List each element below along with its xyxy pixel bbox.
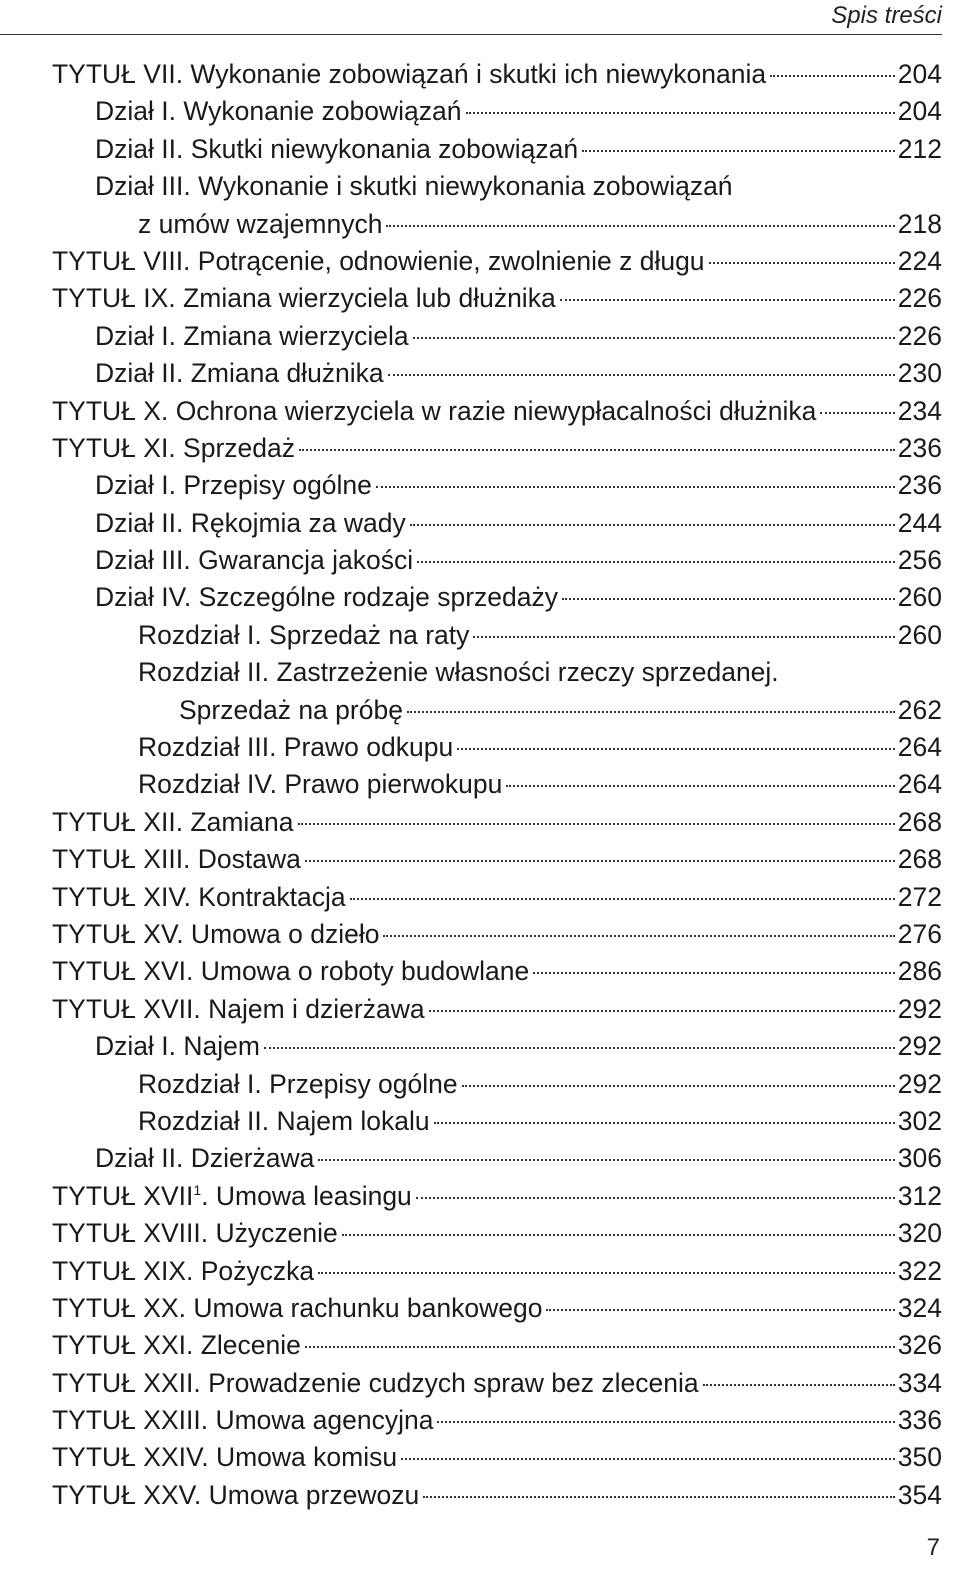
toc-entry-title	[52, 879, 346, 916]
toc-entry-title-text: TYTUŁ XII. Zamiana	[52, 806, 294, 837]
dot-leader	[462, 1085, 895, 1087]
toc-entry[interactable]	[52, 430, 942, 467]
toc-entry[interactable]	[52, 804, 942, 841]
toc-entry-page: 264	[897, 769, 942, 800]
toc-entry[interactable]	[52, 1439, 942, 1476]
toc-entry-title	[52, 1477, 419, 1514]
toc-entry-title	[95, 505, 406, 542]
dot-leader	[318, 1272, 895, 1274]
toc-entry-page: 292	[897, 1031, 942, 1062]
toc-entry-superscript: 1	[193, 1181, 202, 1198]
toc-entry-page: 260	[897, 582, 942, 613]
dot-leader	[413, 337, 895, 339]
toc-entry-title-text: TYTUŁ XVII	[52, 1180, 194, 1211]
toc-entry-title-text: TYTUŁ XIV. Kontraktacja	[52, 881, 346, 912]
toc-entry-title	[52, 430, 295, 467]
toc-entry-title-text: Rozdział II. Zastrzeżenie własności rzeczy sprzedanej.	[138, 657, 779, 688]
toc-entry[interactable]	[52, 206, 942, 243]
toc-entry-page: 204	[897, 96, 942, 127]
toc-entry-title	[52, 1402, 433, 1439]
toc-entry-page: 244	[897, 507, 942, 538]
toc-entry[interactable]	[52, 93, 942, 130]
toc-entry-page: 326	[897, 1330, 942, 1361]
dot-leader	[417, 561, 895, 563]
running-header: Spis treści	[831, 2, 942, 29]
toc-entry[interactable]	[52, 1140, 942, 1177]
toc-entry-title-text: TYTUŁ XIII. Dostawa	[52, 844, 301, 875]
toc-entry-page: 236	[897, 470, 942, 501]
toc-entry[interactable]	[52, 991, 942, 1028]
toc-entry-page: 268	[897, 844, 942, 875]
toc-entry-title	[95, 355, 384, 392]
dot-leader	[401, 1458, 895, 1460]
toc-entry[interactable]	[52, 953, 942, 990]
toc-entry[interactable]	[52, 766, 942, 803]
toc-entry[interactable]	[52, 1066, 942, 1103]
toc-entry-title	[52, 243, 705, 280]
dot-leader	[350, 898, 895, 900]
toc-entry-title-text: Rozdział IV. Prawo pierwokupu	[138, 769, 503, 800]
toc-entry-title-text: TYTUŁ XXV. Umowa przewozu	[52, 1479, 420, 1510]
toc-entry-page: 230	[897, 358, 942, 389]
toc-entry-title	[138, 206, 382, 243]
dot-leader	[457, 748, 895, 750]
toc-entry-title	[138, 1103, 430, 1140]
toc-entry-title	[52, 804, 294, 841]
toc-entry-title	[95, 168, 733, 205]
dot-leader	[770, 75, 895, 77]
toc-entry-page: 350	[897, 1442, 942, 1473]
table-of-contents	[52, 56, 942, 1514]
toc-entry-title	[95, 131, 578, 168]
toc-entry[interactable]	[52, 505, 942, 542]
dot-leader	[318, 1159, 894, 1161]
toc-entry-title-text: TYTUŁ XXIV. Umowa komisu	[52, 1442, 398, 1473]
toc-entry[interactable]	[52, 1103, 942, 1140]
toc-entry-title-text: Dział II. Dzierżawa	[95, 1143, 315, 1174]
toc-entry-title-text: Dział I. Przepisy ogólne	[95, 470, 372, 501]
toc-entry-page: 324	[897, 1292, 942, 1323]
toc-entry-title	[138, 1066, 458, 1103]
dot-leader	[342, 1234, 895, 1236]
toc-entry[interactable]	[52, 1477, 942, 1514]
toc-entry-page: 312	[897, 1180, 942, 1211]
toc-entry-title	[95, 318, 409, 355]
dot-leader	[376, 486, 895, 488]
toc-entry[interactable]	[52, 879, 942, 916]
toc-entry-page: 336	[897, 1405, 942, 1436]
toc-entry-title-text: Rozdział II. Najem lokalu	[138, 1105, 430, 1136]
toc-entry-title-text: TYTUŁ XXI. Zlecenie	[52, 1330, 301, 1361]
dot-leader	[298, 823, 895, 825]
toc-entry-page: 306	[897, 1143, 942, 1174]
toc-entry-title-text: TYTUŁ XIX. Pożyczka	[52, 1255, 315, 1286]
toc-entry[interactable]	[52, 1290, 942, 1327]
toc-entry-title	[95, 1028, 260, 1065]
toc-entry-title	[52, 841, 301, 878]
toc-entry[interactable]	[52, 654, 942, 691]
toc-entry-page: 234	[897, 395, 942, 426]
toc-entry-title-suffix: . Umowa leasingu	[201, 1180, 412, 1211]
toc-entry[interactable]	[52, 355, 942, 392]
toc-entry-title-text: TYTUŁ IX. Zmiana wierzyciela lub dłużnika	[52, 283, 556, 314]
toc-entry-title-text: TYTUŁ XI. Sprzedaż	[52, 432, 296, 463]
toc-entry-title	[52, 1215, 338, 1252]
toc-entry-title-text: Dział III. Gwarancja jakości	[95, 545, 414, 576]
toc-entry-page: 276	[897, 918, 942, 949]
toc-entry-title-text: TYTUŁ XVII. Najem i dzierżawa	[52, 993, 425, 1024]
toc-entry-title	[138, 729, 453, 766]
toc-entry-title	[52, 1365, 699, 1402]
dot-leader	[473, 636, 894, 638]
dot-leader	[407, 711, 895, 713]
dot-leader	[506, 785, 894, 787]
toc-entry-title	[52, 393, 816, 430]
dot-leader	[388, 374, 895, 376]
toc-entry-title	[138, 654, 779, 691]
toc-entry-page: 268	[897, 806, 942, 837]
toc-entry[interactable]	[52, 318, 942, 355]
toc-entry-title	[95, 93, 462, 130]
toc-entry-page: 264	[897, 732, 942, 763]
toc-entry-page: 236	[897, 432, 942, 463]
toc-entry-page: 272	[897, 881, 942, 912]
toc-entry-title	[52, 280, 556, 317]
toc-entry[interactable]	[52, 729, 942, 766]
toc-entry-title-text: TYTUŁ XVI. Umowa o roboty budowlane	[52, 956, 530, 987]
toc-entry[interactable]	[52, 1178, 942, 1215]
dot-leader	[466, 112, 895, 114]
dot-leader	[416, 1197, 895, 1199]
toc-entry-page: 226	[897, 283, 942, 314]
toc-entry-title-text: Rozdział III. Prawo odkupu	[138, 732, 454, 763]
toc-entry-title-text: Dział I. Wykonanie zobowiązań	[95, 96, 462, 127]
dot-leader	[562, 598, 895, 600]
toc-entry-title-text: Sprzedaż na próbę	[179, 694, 403, 725]
dot-leader	[410, 524, 895, 526]
toc-entry-title	[52, 1290, 542, 1327]
toc-entry-title-text: z umów wzajemnych	[138, 208, 383, 239]
toc-entry[interactable]	[52, 1215, 942, 1252]
toc-entry-title	[138, 617, 469, 654]
dot-leader	[299, 449, 895, 451]
dot-leader	[560, 299, 895, 301]
toc-entry-page: 302	[897, 1105, 942, 1136]
toc-entry-page: 286	[897, 956, 942, 987]
dot-leader	[437, 1421, 894, 1423]
toc-entry-title	[52, 1253, 314, 1290]
dot-leader	[533, 972, 895, 974]
toc-entry-title	[95, 579, 558, 616]
toc-entry-title-text: Dział II. Rękojmia za wady	[95, 507, 406, 538]
toc-entry-title-text: Rozdział I. Sprzedaż na raty	[138, 619, 470, 650]
toc-entry-title-text: TYTUŁ VIII. Potrącenie, odnowienie, zwolnienie z długu	[52, 245, 705, 276]
toc-entry[interactable]	[52, 617, 942, 654]
toc-entry-title-text: Dział I. Zmiana wierzyciela	[95, 320, 409, 351]
dot-leader	[429, 1010, 895, 1012]
toc-entry-title-text: TYTUŁ XVIII. Użyczenie	[52, 1218, 338, 1249]
toc-entry-page: 218	[897, 208, 942, 239]
toc-entry-title-text: TYTUŁ XXII. Prowadzenie cudzych spraw bez zlecenia	[52, 1367, 699, 1398]
dot-leader	[305, 1346, 895, 1348]
toc-entry-title-text: Dział II. Zmiana dłużnika	[95, 358, 384, 389]
toc-entry-title	[179, 692, 403, 729]
dot-leader	[820, 412, 894, 414]
toc-entry[interactable]	[52, 280, 942, 317]
toc-entry-title	[95, 467, 372, 504]
toc-entry-page: 256	[897, 545, 942, 576]
toc-entry[interactable]	[52, 916, 942, 953]
toc-entry-title	[95, 1140, 314, 1177]
toc-entry-title	[52, 1439, 397, 1476]
toc-entry-title-text: TYTUŁ XX. Umowa rachunku bankowego	[52, 1292, 543, 1323]
toc-entry[interactable]	[52, 1028, 942, 1065]
dot-leader	[703, 1384, 895, 1386]
toc-entry[interactable]	[52, 1327, 942, 1364]
toc-entry-title-text: Rozdział I. Przepisy ogólne	[138, 1068, 458, 1099]
toc-entry-page: 292	[897, 1068, 942, 1099]
toc-entry-title-text: TYTUŁ XV. Umowa o dzieło	[52, 918, 380, 949]
toc-entry-title	[52, 56, 766, 93]
toc-entry[interactable]	[52, 841, 942, 878]
toc-entry-title-text: Dział II. Skutki niewykonania zobowiązań	[95, 133, 579, 164]
toc-entry-title-text: Dział I. Najem	[95, 1031, 260, 1062]
toc-entry-page: 354	[897, 1479, 942, 1510]
toc-entry-page: 224	[897, 245, 942, 276]
toc-entry-title	[138, 766, 502, 803]
toc-entry-title-text: TYTUŁ XXIII. Umowa agencyjna	[52, 1405, 434, 1436]
toc-entry[interactable]	[52, 692, 942, 729]
toc-entry-title	[52, 1327, 301, 1364]
toc-entry[interactable]	[52, 243, 942, 280]
toc-entry[interactable]	[52, 131, 942, 168]
toc-entry-page: 212	[897, 133, 942, 164]
page-number: 7	[926, 1534, 940, 1561]
dot-leader	[383, 935, 894, 937]
toc-entry-page: 292	[897, 993, 942, 1024]
toc-entry[interactable]	[52, 579, 942, 616]
toc-entry[interactable]	[52, 1253, 942, 1290]
dot-leader	[582, 150, 895, 152]
toc-entry-page: 334	[897, 1367, 942, 1398]
toc-entry-title	[52, 1178, 412, 1215]
dot-leader	[264, 1047, 895, 1049]
toc-entry-title	[52, 916, 379, 953]
toc-entry-title	[52, 953, 529, 990]
toc-entry[interactable]	[52, 1365, 942, 1402]
header-rule	[0, 34, 942, 35]
dot-leader	[386, 225, 894, 227]
toc-entry-page: 260	[897, 619, 942, 650]
dot-leader	[305, 860, 895, 862]
toc-entry-page: 322	[897, 1255, 942, 1286]
toc-entry[interactable]	[52, 56, 942, 93]
toc-entry-title	[95, 542, 413, 579]
toc-entry-page: 204	[897, 59, 942, 89]
toc-entry[interactable]	[52, 542, 942, 579]
toc-entry-title-text: Dział III. Wykonanie i skutki niewykonania zobowiązań	[95, 171, 733, 202]
dot-leader	[423, 1496, 895, 1498]
toc-entry[interactable]	[52, 1402, 942, 1439]
toc-entry[interactable]	[52, 467, 942, 504]
toc-entry-title-text: TYTUŁ X. Ochrona wierzyciela w razie niewypłacalności dłużnika	[52, 395, 817, 426]
toc-entry-page: 262	[897, 694, 942, 725]
dot-leader	[709, 262, 895, 264]
toc-entry-title	[52, 991, 425, 1028]
toc-entry-title-text: Dział IV. Szczególne rodzaje sprzedaży	[95, 582, 559, 613]
toc-entry[interactable]	[52, 168, 942, 205]
toc-entry[interactable]	[52, 393, 942, 430]
dot-leader	[546, 1309, 894, 1311]
toc-entry-page: 226	[897, 320, 942, 351]
toc-entry-title-text: TYTUŁ VII. Wykonanie zobowiązań i skutki ich niewykonania	[52, 59, 767, 89]
toc-entry-page: 320	[897, 1218, 942, 1249]
dot-leader	[434, 1122, 895, 1124]
